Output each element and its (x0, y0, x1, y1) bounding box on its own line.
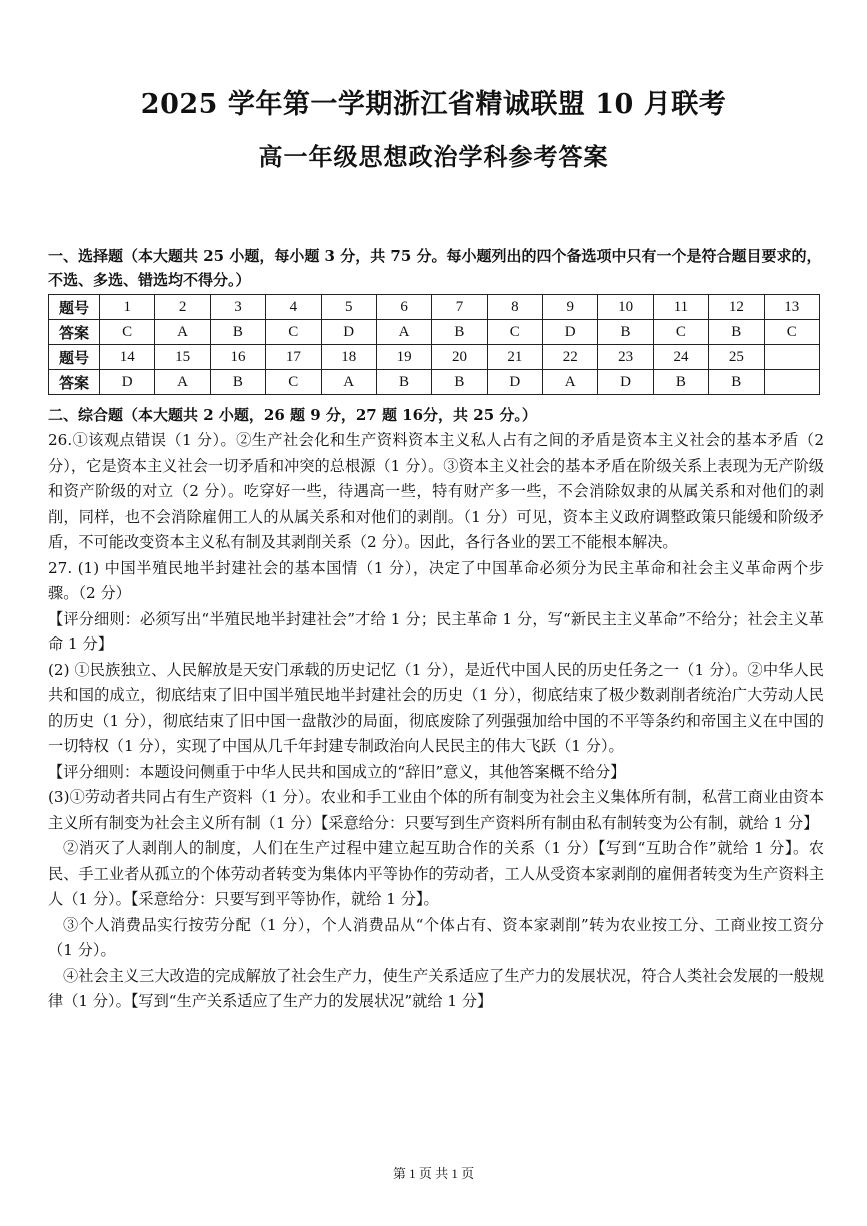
table-cell: D (321, 320, 376, 345)
scoring-note-27-1: 【评分细则：必须写出“半殖民地半封建社会”才给 1 分；民主革命 1 分，写“新民主主义革命”不给分；社会主义革命 1 分】 (48, 609, 824, 653)
table-cell: 3 (210, 295, 265, 320)
table-cell (764, 370, 820, 395)
answer-27-3-point-4: ④社会主义三大改造的完成解放了社会生产力，使生产关系适应了生产力的发展状况，符合人类社会发展的一般规律（1 分）。【写到“生产关系适应了生产力的发展状况”就给 1 分】 (48, 966, 824, 1010)
table-cell: A (155, 320, 210, 345)
table-cell: C (487, 320, 542, 345)
table-cell: B (709, 370, 764, 395)
row-label-question: 题号 (49, 295, 100, 320)
answer-27-2: (2) ①民族独立、人民解放是天安门承载的历史记忆（1 分），是近代中国人民的历史任务之一（1 分）。②中华人民共和国的成立，彻底结束了旧中国半殖民地半封建社会的历史（1 分），彻底结束了极少数剥削者统治广大劳动人民的历史（1 分），彻底结束了旧中国一盘散沙的局面，彻底废除了列强强加给中国的不平等条约和帝国主义在中国的一切特权（1 分），实现了中国从几千年封建专制政治向人民民主的伟大飞跃（1 分）。 (48, 660, 824, 755)
table-cell: 18 (321, 345, 376, 370)
table-cell: 20 (432, 345, 487, 370)
section-heading-comprehensive: 二、综合题（本大题共 2 小题，26 题 9 分，27 题 16分，共 25 分。） (48, 406, 537, 424)
row-label-answer: 答案 (49, 370, 100, 395)
table-cell: B (432, 370, 487, 395)
table-row-questions-2 (49, 345, 820, 370)
table-cell: 23 (598, 345, 653, 370)
table-cell (764, 345, 820, 370)
table-cell: B (709, 320, 764, 345)
table-cell: C (653, 320, 708, 345)
table-cell: B (210, 320, 265, 345)
table-cell: 19 (376, 345, 431, 370)
table-row-answers-1 (49, 320, 820, 345)
table-cell: 6 (376, 295, 431, 320)
table-cell: D (100, 370, 155, 395)
table-row-answers-2 (49, 370, 820, 395)
answer-table (48, 294, 820, 395)
table-cell: 21 (487, 345, 542, 370)
table-cell: C (764, 320, 820, 345)
page-subtitle: 高一年级思想政治学科参考答案 (258, 142, 609, 171)
table-cell: B (376, 370, 431, 395)
table-cell: B (432, 320, 487, 345)
answer-27-3-point-3: ③个人消费品实行按劳分配（1 分），个人消费品从“个体占有、资本家剥削”转为农业按工分、工商业按工资分（1 分）。 (48, 915, 824, 959)
table-cell: D (543, 320, 598, 345)
table-cell: A (155, 370, 210, 395)
table-cell: B (598, 320, 653, 345)
table-cell: 17 (266, 345, 321, 370)
table-cell: 25 (709, 345, 764, 370)
table-cell: 4 (266, 295, 321, 320)
answer-27-3-point-2: ②消灭了人剥削人的制度，人们在生产过程中建立起互助合作的关系（1 分）【写到“互助合作”就给 1 分】。农民、手工业者从孤立的个体劳动者转变为集体内平等协作的劳动者，工人从受资本家剥削的雇佣者转变为生产资料主人（1 分）。【采意给分：只要写到平等协作，就给 1 分】。 (48, 839, 824, 908)
table-cell: 11 (653, 295, 708, 320)
page-footer: 第 1 页 共 1 页 (392, 1166, 475, 1181)
table-cell: D (598, 370, 653, 395)
table-cell: 14 (100, 345, 155, 370)
section-heading-choice: 一、选择题（本大题共 25 小题，每小题 3 分，共 75 分。每小题列出的四个备选项中只有一个是符合题目要求的，不选、多选、错选均不得分。） (48, 247, 822, 289)
table-cell: 7 (432, 295, 487, 320)
page-title: 2025 学年第一学期浙江省精诚联盟 10 月联考 (140, 89, 727, 120)
table-cell: A (543, 370, 598, 395)
table-cell: 9 (543, 295, 598, 320)
table-cell: B (653, 370, 708, 395)
table-row-questions-1 (49, 295, 820, 320)
row-label-answer: 答案 (49, 320, 100, 345)
table-cell: D (487, 370, 542, 395)
table-cell: 15 (155, 345, 210, 370)
table-cell: C (266, 370, 321, 395)
table-cell: C (100, 320, 155, 345)
table-cell: B (210, 370, 265, 395)
table-cell: 10 (598, 295, 653, 320)
table-cell: C (266, 320, 321, 345)
answer-26: 26.①该观点错误（1 分）。②生产社会化和生产资料资本主义私人占有之间的矛盾是资本主义社会的基本矛盾（2 分），它是资本主义社会一切矛盾和冲突的总根源（1 分）。③资本主义社会的基本矛盾在阶级关系上表现为无产阶级和资产阶级的对立（2 分）。吃穿好一些，待遇高一些，特有财产多一些，不会消除奴隶的从属关系和对他们的剥削，同样，也不会消除雇佣工人的从属关系和对他们的剥削。（1 分）可见，资本主义政府调整政策只能缓和阶级矛盾，不可能改变资本主义私有制及其剥削关系（2 分）。因此，各行各业的罢工不能根本解决。 (48, 431, 824, 551)
table-cell: 1 (100, 295, 155, 320)
table-cell: 12 (709, 295, 764, 320)
table-cell: 16 (210, 345, 265, 370)
answer-27-1: 27. (1) 中国半殖民地半封建社会的基本国情（1 分），决定了中国革命必须分为民主革命和社会主义革命两个步骤。（2 分） (48, 558, 824, 602)
table-cell: 5 (321, 295, 376, 320)
row-label-question: 题号 (49, 345, 100, 370)
table-cell: 2 (155, 295, 210, 320)
answer-27-3-point-1: (3)①劳动者共同占有生产资料（1 分）。农业和手工业由个体的所有制变为社会主义集体所有制，私营工商业由资本主义所有制变为社会主义所有制（1 分）【采意给分：只要写到生产资料所有制由私有制转变为公有制，就给 1 分】 (48, 788, 824, 832)
table-cell: A (321, 370, 376, 395)
table-cell: 13 (764, 295, 820, 320)
table-cell: A (376, 320, 431, 345)
table-cell: 22 (543, 345, 598, 370)
answer-body (48, 428, 824, 1015)
table-cell: 8 (487, 295, 542, 320)
scoring-note-27-2: 【评分细则：本题设问侧重于中华人民共和国成立的“辞旧”意义，其他答案概不给分】 (48, 762, 626, 781)
table-cell: 24 (653, 345, 708, 370)
